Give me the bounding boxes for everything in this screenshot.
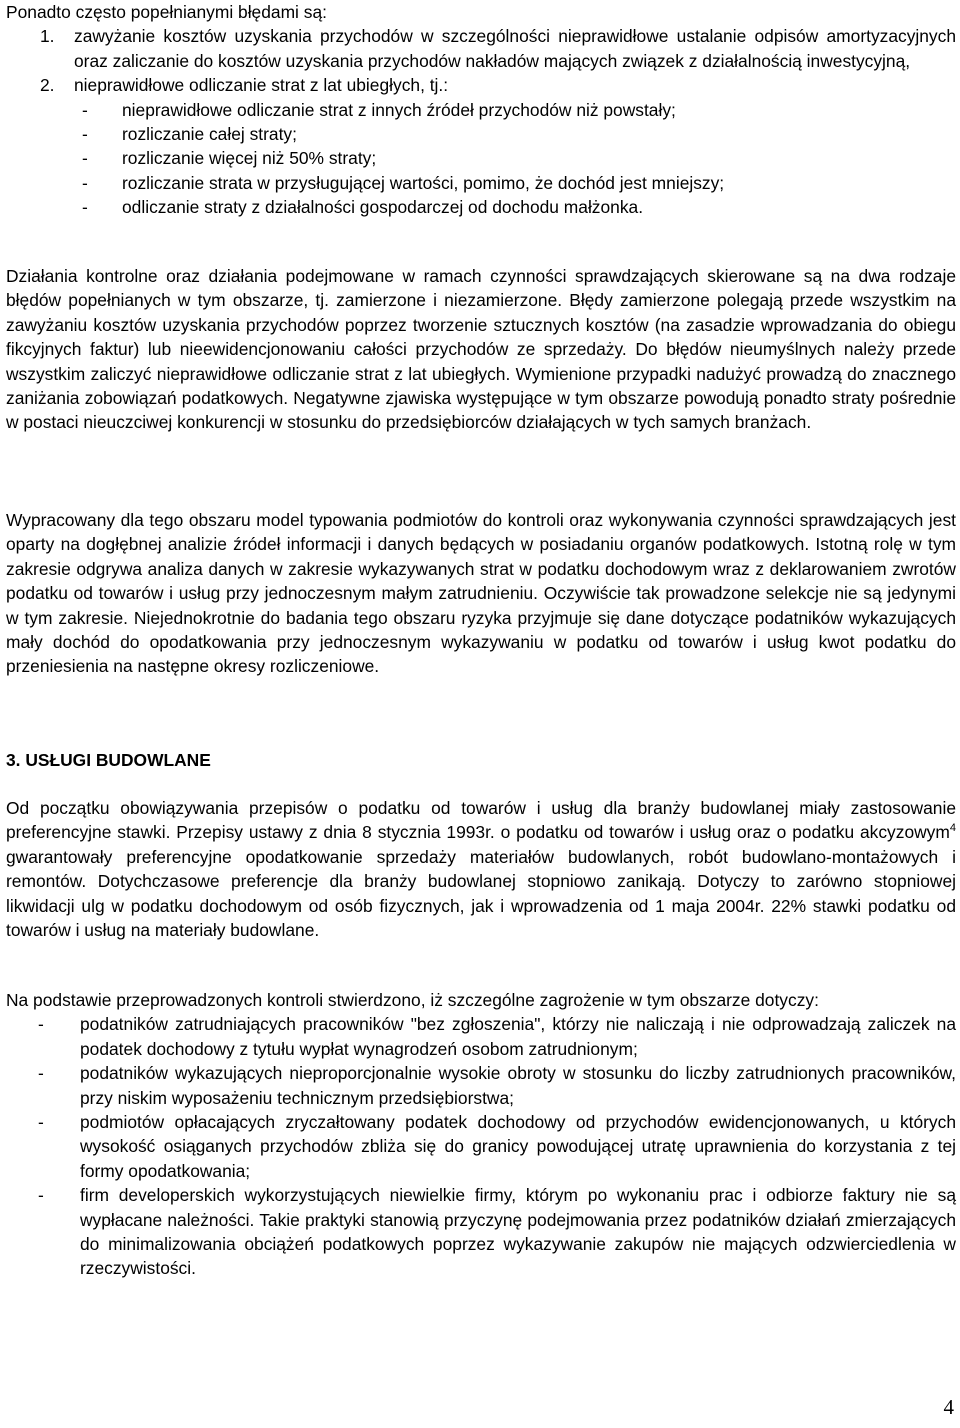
list-text: firm developerskich wykorzystujących niewielkie firmy, którym po wykonaniu prac i odbiorze faktury nie są wypłacane należności. Takie praktyki stanowią przyczynę podejmowania przez podatników działań zmierzających do minimalizowania obciążeń podatkowych poprzez wykazywanie zakupów nie mających odzwierciedlenia w rzeczywistości. <box>80 1185 956 1279</box>
error-item-1 <box>6 24 956 73</box>
list-text: podmiotów opłacających zryczałtowany podatek dochodowy od przychodów ewidencjonowanych, u których wysokość osiąganych przychodów zbliża się do granicy powodującej utratę uprawnienia do korzystania z tej formy opodatkowania; <box>80 1112 956 1181</box>
dash-bullet: - <box>38 1112 44 1133</box>
threat-item <box>6 1012 956 1061</box>
sub-error-item <box>6 146 956 170</box>
paragraph-control-actions: Działania kontrolne oraz działania podejmowane w ramach czynności sprawdzających skierowane są na dwa rodzaje błędów popełnianych w tym obszarze, tj. zamierzone i niezamierzone. Błędy zamierzone polegają przede wszystkim na zawyżaniu kosztów uzyskania przychodów poprzez tworzenie sztucznych kosztów (na zasadzie wprowadzania do obiegu fikcyjnych faktur) lub nieewidencjonowaniu całości przychodów ze sprzedaży. Do błędów nieumyślnych należy przede wszystkim zaliczyć nieprawidłowe odliczanie strat z lat ubiegłych. Wymienione przypadki nadużyć prowadzą do znacznego zaniżania zobowiązań podatkowych. Negatywne zjawiska występujące w tym obszarze powodują ponadto straty pośrednie w postaci nieuczciwej konkurencji w stosunku do przedsiębiorców działających w tych samych branżach. <box>6 266 956 433</box>
list-text: podatników zatrudniających pracowników "bez zgłoszenia", którzy nie naliczają i nie odprowadzają zaliczek na podatek dochodowy z tytułu wypłat wynagrodzeń osobom zatrudnionym; <box>80 1014 956 1059</box>
list-text: rozliczanie strata w przysługującej wartości, pomimo, że dochód jest mniejszy; <box>122 172 725 193</box>
dash-bullet: - <box>38 1185 44 1206</box>
paragraph-text: Od początku obowiązywania przepisów o podatku od towarów i usług dla branży budowlanej miały zastosowanie preferencyjne stawki. Przepisy ustawy z dnia 8 stycznia 1993r. o podatku od towarów i usług oraz o podatku akcyzowym <box>6 798 956 843</box>
dash-bullet: - <box>82 197 88 218</box>
threat-item <box>6 1183 956 1281</box>
threat-item <box>6 1061 956 1110</box>
list-text: zawyżanie kosztów uzyskania przychodów w szczególności nieprawidłowe ustalanie odpisów amortyzacyjnych oraz zaliczanie do kosztów uzyskania przychodów nakładów mających związek z działalnością inwestycyjną, <box>74 26 956 71</box>
paragraph-construction-history <box>6 796 956 942</box>
sub-error-item <box>6 171 956 195</box>
dash-bullet: - <box>38 1014 44 1035</box>
threat-item <box>6 1110 956 1183</box>
errors-section <box>6 0 956 220</box>
paragraph-threats-intro: Na podstawie przeprowadzonych kontroli stwierdzono, iż szczególne zagrożenie w tym obszarze dotyczy: <box>6 990 819 1010</box>
paragraph-selection-model: Wypracowany dla tego obszaru model typowania podmiotów do kontroli oraz wykonywania czynności sprawdzających jest oparty na dogłębnej analizie źródeł informacji i danych będących w posiadaniu organów podatkowych. Istotną rolę w tym zakresie odgrywa analiza danych w zakresie wykazywanych strat w podatku dochodowym wraz z deklarowaniem zwrotów podatku od towarów i usług przy jednoczesnym małym zatrudnieniu. Oczywiście tak prowadzone selekcje nie są jedynymi w tym zakresie. Niejednokrotnie do badania tego obszaru ryzyka przyjmuje się dane dotyczące podatników wykazujących mały dochód do opodatkowania przy jednoczesnym wykazywaniu w podatku od towarów i usług kwot podatku do przeniesienia na następne okresy rozliczeniowe. <box>6 510 956 677</box>
sub-error-item <box>6 98 956 122</box>
error-item-2 <box>6 73 956 97</box>
list-text: podatników wykazujących nieproporcjonalnie wysokie obroty w stosunku do liczby zatrudnionych pracowników, przy niskim wyposażeniu technicznym przedsiębiorstwa; <box>80 1063 956 1108</box>
sub-error-item <box>6 195 956 219</box>
footnote-ref: 4 <box>949 822 956 835</box>
page-number: 4 <box>943 1395 954 1419</box>
sub-error-item <box>6 122 956 146</box>
threats-section <box>6 988 956 1281</box>
list-text: odliczanie straty z działalności gospodarczej od dochodu małżonka. <box>122 197 644 218</box>
list-text: nieprawidłowe odliczanie strat z innych źródeł przychodów niż powstały; <box>122 99 676 120</box>
list-text: rozliczanie całej straty; <box>122 124 297 145</box>
list-number: 2. <box>40 75 55 96</box>
dash-bullet: - <box>82 99 88 120</box>
dash-bullet: - <box>82 124 88 145</box>
list-text: nieprawidłowe odliczanie strat z lat ubiegłych, tj.: <box>74 75 449 96</box>
list-text: rozliczanie więcej niż 50% straty; <box>122 148 377 169</box>
dash-bullet: - <box>82 148 88 169</box>
intro-line: Ponadto często popełnianymi błędami są: <box>6 2 327 22</box>
paragraph-text: gwarantowały preferencyjne opodatkowanie sprzedaży materiałów budowlanych, robót budowlano-montażowych i remontów. Dotychczasowe preferencje dla branży budowlanej stopniowo zanikają. Dotyczy to zarówno stopniowej likwidacji ulg w podatku dochodowym od osób fizycznych, jak i wprowadzenia od 1 maja 2004r. 22% stawki podatku od towarów i usług na materiały budowlane. <box>6 846 956 941</box>
dash-bullet: - <box>38 1063 44 1084</box>
section-heading: 3. USŁUGI BUDOWLANE <box>6 750 211 770</box>
list-number: 1. <box>40 26 55 47</box>
dash-bullet: - <box>82 172 88 193</box>
